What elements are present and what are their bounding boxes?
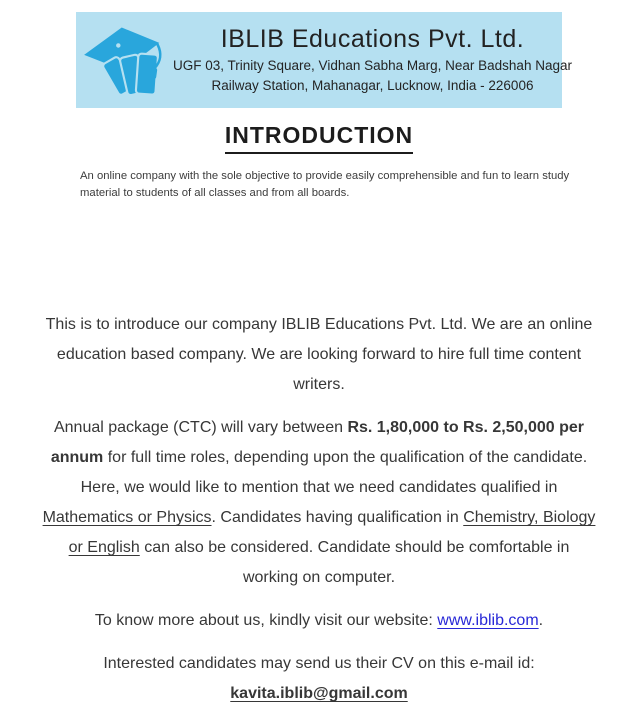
text-run: Interested candidates may send us their CV on this e-mail id: (103, 655, 535, 672)
company-tagline: An online company with the sole objective to provide easily comprehensible and fun to learn study material to students of all classes and from all boards. (80, 170, 570, 199)
email-text: kavita.iblib@gmail.com (230, 685, 408, 702)
company-name: IBLIB Educations Pvt. Ltd. (220, 24, 525, 53)
text-run: can also be considered. Candidate should be comfortable in working on computer. (139, 539, 570, 586)
paragraph (39, 649, 599, 709)
document-page (0, 12, 638, 712)
website-link[interactable]: www.iblib.com (437, 612, 539, 629)
address-line-2: Railway Station, Mahanagar, Lucknow, India - 226006 (211, 77, 534, 93)
text-run: . (538, 612, 544, 629)
body-text (0, 310, 638, 709)
text-run: Annual package (CTC) will vary between (53, 419, 348, 436)
text-run: To know more about us, kindly visit our website: (94, 612, 438, 629)
introduction-heading: INTRODUCTION (0, 122, 638, 154)
paragraph (39, 413, 599, 593)
text-run: Mathematics or Physics (42, 509, 212, 526)
paragraph (39, 310, 599, 400)
text-run: Rs. 1,80,000 to Rs. 2,50,000 per annum (50, 419, 585, 466)
text-run: for full time roles, depending upon the qualification of the candidate. Here, we would like to mention that we need candidates qualified in (80, 449, 588, 496)
text-run: . Candidates having qualification in (211, 509, 464, 526)
paragraph (39, 606, 599, 636)
text-run: This is to introduce our company IBLIB Educations Pvt. Ltd. We are an online education based company. We are looking forward to hire full time content writers. (45, 316, 593, 393)
banner-text-block (173, 25, 578, 96)
address-line-1: UGF 03, Trinity Square, Vidhan Sabha Marg, Near Badshah Nagar (173, 57, 572, 73)
header-banner (76, 12, 572, 108)
text-run: Chemistry, Biology or English (68, 509, 596, 556)
graduation-cap-books-icon (79, 16, 173, 104)
